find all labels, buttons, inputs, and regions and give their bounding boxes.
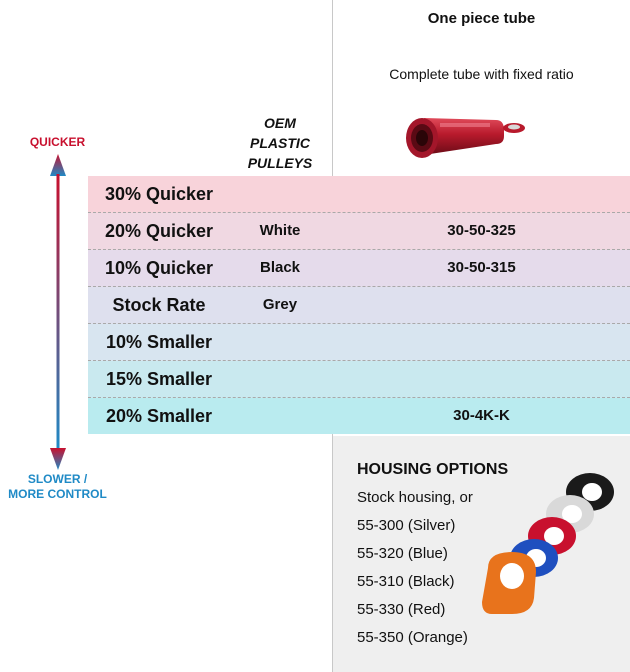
slower-label-line: MORE CONTROL: [8, 487, 107, 501]
rate-cell: 15% Smaller: [105, 369, 213, 389]
part-number-cell: [333, 287, 630, 323]
table-row: [88, 250, 630, 287]
housing-option: Stock housing, or: [357, 489, 473, 506]
housing-options-list: [357, 460, 537, 656]
oem-cell: Grey: [262, 296, 298, 313]
oem-label-line: OEM: [264, 115, 296, 131]
part-number-cell: 30-4K-K: [453, 407, 510, 424]
part-number-cell: [333, 176, 630, 212]
oem-cell: [230, 324, 330, 360]
ratio-table: [88, 176, 630, 434]
housing-option: 55-330 (Red): [357, 601, 446, 618]
housing-options-title: HOUSING OPTIONS: [357, 461, 509, 478]
housing-option: 55-300 (Silver): [357, 517, 456, 534]
oem-cell: [230, 398, 330, 434]
rate-cell: 30% Quicker: [104, 184, 214, 204]
rate-cell: Stock Rate: [112, 295, 206, 315]
table-row: [88, 361, 630, 398]
part-number-cell: 30-50-325: [447, 222, 516, 239]
quicker-label: QUICKER: [29, 135, 86, 149]
speed-arrow: [50, 154, 66, 470]
table-row: [88, 213, 630, 250]
part-number-cell: [333, 324, 630, 360]
tube-image: [400, 108, 530, 168]
slower-label: [0, 472, 115, 502]
table-row: [88, 287, 630, 324]
slower-label-line: SLOWER /: [27, 472, 88, 486]
oem-label-line: PULLEYS: [247, 155, 313, 171]
oem-cell: White: [259, 222, 301, 239]
housing-option: 55-320 (Blue): [357, 545, 448, 562]
rate-cell: 10% Smaller: [105, 332, 213, 352]
rate-cell: 20% Smaller: [105, 406, 213, 426]
part-number-cell: 30-50-315: [447, 259, 516, 276]
oem-cell: [230, 361, 330, 397]
rate-cell: 10% Quicker: [104, 258, 214, 278]
housing-option: 55-350 (Orange): [357, 629, 468, 646]
column-title: One piece tube: [427, 10, 536, 27]
oem-plastic-pulleys-label: [232, 113, 328, 173]
housing-option: 55-310 (Black): [357, 573, 455, 590]
oem-label-line: PLASTIC: [250, 135, 310, 151]
table-row: [88, 324, 630, 361]
oem-cell: Black: [259, 259, 301, 276]
rate-cell: 20% Quicker: [104, 221, 214, 241]
table-row: [88, 176, 630, 213]
table-row: [88, 398, 630, 434]
column-subtitle: Complete tube with fixed ratio: [389, 66, 574, 82]
part-number-cell: [333, 361, 630, 397]
oem-cell: [230, 176, 330, 212]
